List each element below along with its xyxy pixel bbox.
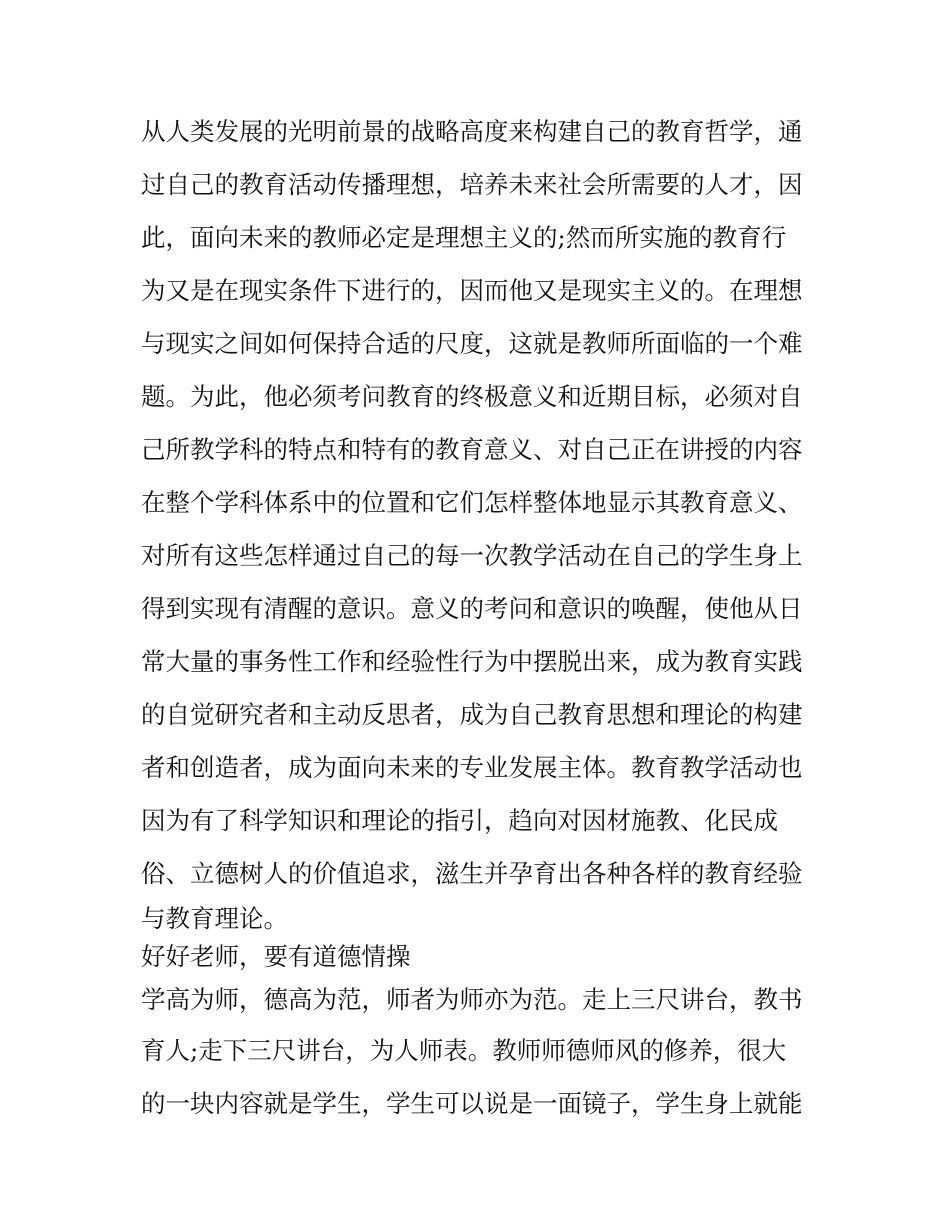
paragraph-1-line: 此，面向未来的教师必定是理想主义的;然而所实施的教育行 [141, 223, 787, 252]
paragraph-1-line: 从人类发展的光明前景的战略高度来构建自己的教育哲学，通 [141, 117, 803, 146]
paragraph-1-line: 在整个学科体系中的位置和它们怎样整体地显示其教育意义、 [141, 488, 803, 517]
paragraph-1-line: 常大量的事务性工作和经验性行为中摆脱出来，成为教育实践 [141, 647, 803, 676]
paragraph-1-line: 题。为此，他必须考问教育的终极意义和近期目标，必须对自 [141, 382, 803, 411]
paragraph-2-line: 育人;走下三尺讲台，为人师表。教师师德师风的修养，很大 [141, 1036, 787, 1065]
paragraph-1-line: 与教育理论。 [141, 904, 288, 933]
paragraph-1-line: 与现实之间如何保持合适的尺度，这就是教师所面临的一个难 [141, 329, 803, 358]
paragraph-1-line: 得到实现有清醒的意识。意义的考问和意识的唤醒，使他从日 [141, 594, 803, 623]
paragraph-1-line: 俗、立德树人的价值追求，滋生并孕育出各种各样的教育经验 [141, 859, 803, 888]
paragraph-1-line: 对所有这些怎样通过自己的每一次教学活动在自己的学生身上 [141, 541, 803, 570]
paragraph-2-line: 的一块内容就是学生，学生可以说是一面镜子，学生身上就能 [141, 1089, 803, 1118]
paragraph-1-line: 的自觉研究者和主动反思者，成为自己教育思想和理论的构建 [141, 700, 803, 729]
paragraph-1-line: 因为有了科学知识和理论的指引，趋向对因材施教、化民成 [141, 806, 778, 835]
section-heading: 好好老师，要有道德情操 [141, 942, 411, 971]
paragraph-2-line: 学高为师，德高为范，师者为师亦为范。走上三尺讲台，教书 [141, 985, 803, 1014]
document-body [141, 105, 817, 1130]
paragraph-1-line: 者和创造者，成为面向未来的专业发展主体。教育教学活动也 [141, 753, 803, 782]
paragraph-1-line: 为又是在现实条件下进行的，因而他又是现实主义的。在理想 [141, 276, 803, 305]
paragraph-1-line: 过自己的教育活动传播理想，培养未来社会所需要的人才，因 [141, 170, 803, 199]
paragraph-1-line: 己所教学科的特点和特有的教育意义、对自己正在讲授的内容 [141, 435, 803, 464]
